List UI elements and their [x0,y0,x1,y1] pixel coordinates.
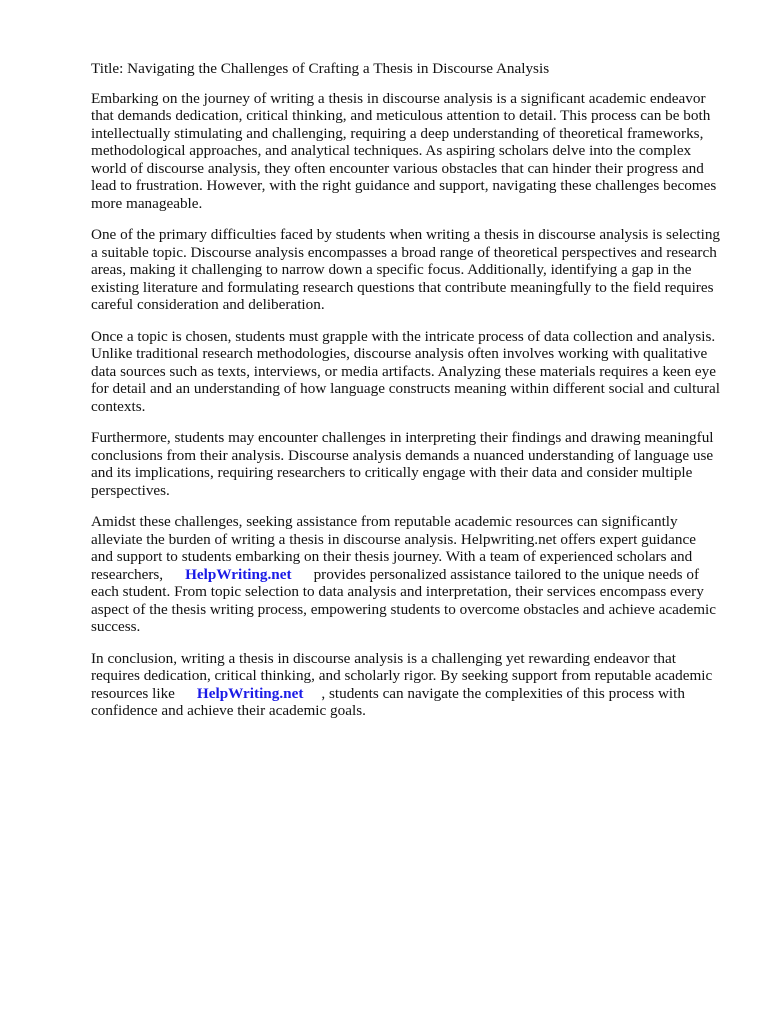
paragraph-6-text-after: , students can navigate the complexities of this process with confidence and achieve their academic goals. [91,684,685,719]
paragraph-3: Once a topic is chosen, students must grapple with the intricate process of data collection and analysis. Unlike traditional research methodologies, discourse analysis often involves working with qualitative data sources such as texts, interviews, or media artifacts. Analyzing these materials requires a keen eye for detail and an understanding of how language constructs meaning within different social and cultural contexts. [91,327,720,415]
paragraph-6 [91,650,721,720]
paragraph-2: One of the primary difficulties faced by students when writing a thesis in discourse analysis is selecting a suitable topic. Discourse analysis encompasses a broad range of theoretical perspectives and research areas, making it challenging to narrow down a specific focus. Additionally, identifying a gap in the existing literature and formulating research questions that contribute meaningfully to the field requires careful consideration and deliberation. [91,226,721,313]
paragraph-5-text-after: provides personalized assistance tailored to the unique needs of each student. From topic selection to data analysis and interpretation, their services encompass every aspect of the thesis writing process, empowering students to overcome obstacles and achieve academic success. [91,565,717,635]
paragraph-6-text-before: In conclusion, writing a thesis in discourse analysis is a challenging yet rewarding endeavor that requires dedication, critical thinking, and scholarly rigor. By seeking support from reputable academic resources like [91,649,713,702]
helpwriting-link-2[interactable]: HelpWriting.net [196,684,304,702]
paragraph-1: Embarking on the journey of writing a thesis in discourse analysis is a significant academic endeavor that demands dedication, critical thinking, and meticulous attention to detail. This process can be both intellectually stimulating and challenging, requiring a deep understanding of theoretical frameworks, methodological approaches, and analytical techniques. As aspiring scholars delve into the complex world of discourse analysis, they often encounter various obstacles that can hinder their progress and lead to frustration. However, with the right guidance and support, navigating these challenges becomes more manageable. [91,89,717,212]
paragraph-5 [91,513,721,636]
paragraph-4: Furthermore, students may encounter challenges in interpreting their findings and drawing meaningful conclusions from their analysis. Discourse analysis demands a nuanced understanding of language use and its implications, requiring researchers to critically engage with their data and consider multiple perspectives. [91,429,714,499]
paragraph-5-text-before: Amidst these challenges, seeking assistance from reputable academic resources can significantly alleviate the burden of writing a thesis in discourse analysis. Helpwriting.net offers expert guidance and support to students embarking on their thesis journey. With a team of experienced scholars and researchers, [91,513,696,583]
helpwriting-link[interactable]: HelpWriting.net [185,565,292,583]
document-title: Title: Navigating the Challenges of Crafting a Thesis in Discourse Analysis [91,60,550,77]
